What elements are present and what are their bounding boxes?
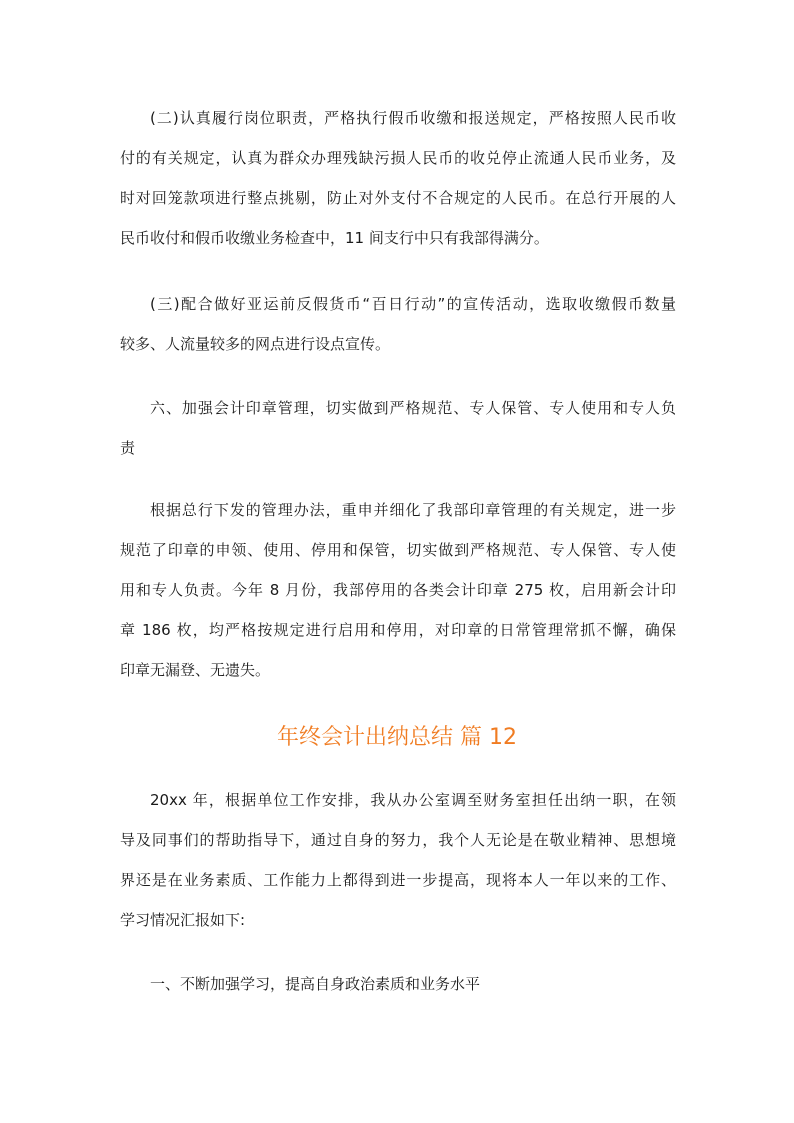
paragraph-line: 六、加强会计印章管理，切实做到严格规范、专人保管、专人使用和专人负 — [150, 399, 676, 417]
paragraph-line: 20xx 年，根据单位工作安排，我从办公室调至财务室担任出纳一职，在领 — [150, 791, 676, 809]
section-title: 年终会计出纳总结 篇 12 — [277, 725, 517, 750]
paragraph-line: (三)配合做好亚运前反假货币“百日行动”的宣传活动，选取收缴假币数量 — [150, 295, 676, 313]
paragraph-line: 印章无漏登、无遗失。 — [120, 661, 271, 679]
paragraph-line: 较多、人流量较多的网点进行设点宣传。 — [120, 335, 391, 353]
paragraph-line: (二)认真履行岗位职责，严格执行假币收缴和报送规定，严格按照人民币收 — [150, 109, 676, 127]
paragraph-line: 导及同事们的帮助指导下，通过自身的努力，我个人无论是在敬业精神、思想境 — [120, 831, 676, 849]
paragraph-line: 时对回笼款项进行整点挑剔，防止对外支付不合规定的人民币。在总行开展的人 — [120, 189, 676, 207]
paragraph-line: 一、不断加强学习，提高自身政治素质和业务水平 — [150, 975, 481, 993]
paragraph-line: 责 — [120, 439, 136, 457]
paragraph-line: 章 186 枚，均严格按规定进行启用和停用，对印章的日常管理常抓不懈，确保 — [120, 621, 676, 639]
paragraph-line: 学习情况汇报如下: — [120, 911, 246, 929]
paragraph-line: 根据总行下发的管理办法，重申并细化了我部印章管理的有关规定，进一步 — [150, 501, 676, 519]
paragraph-line: 用和专人负责。今年 8 月份，我部停用的各类会计印章 275 枚，启用新会计印 — [120, 581, 676, 599]
paragraph-line: 界还是在业务素质、工作能力上都得到进一步提高，现将本人一年以来的工作、 — [120, 871, 676, 889]
paragraph-line: 民币收付和假币收缴业务检查中，11 间支行中只有我部得满分。 — [120, 229, 549, 247]
paragraph-line: 付的有关规定，认真为群众办理残缺污损人民币的收兑停止流通人民币业务，及 — [120, 149, 676, 167]
paragraph-line: 规范了印章的申领、使用、停用和保管，切实做到严格规范、专人保管、专人使 — [120, 541, 676, 559]
